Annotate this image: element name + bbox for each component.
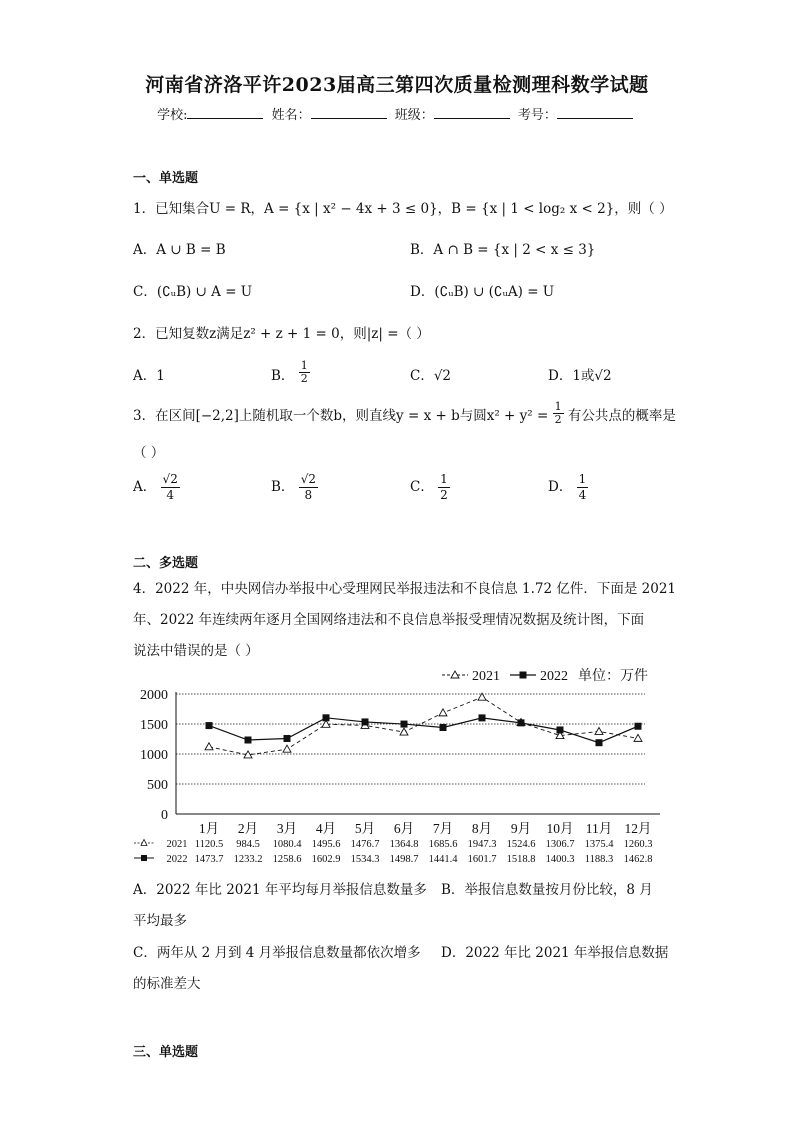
fraction-numerator: 1: [300, 359, 308, 372]
data-label: 1495.6: [311, 839, 341, 850]
data-point-2022: [440, 724, 447, 731]
legend-label-2021: 2021: [472, 669, 500, 684]
question-4-option-b-line-1: B．举报信息数量按月份比较，8 月: [441, 882, 653, 898]
question-4-option-c: C．两年从 2 月到 4 月举报信息数量都依次增多: [133, 945, 421, 961]
data-point-2022: [479, 714, 486, 721]
x-tick-label: 3月: [276, 821, 298, 836]
series-line-2022: [209, 718, 638, 743]
school-label: 学校:: [157, 108, 188, 123]
y-tick-label: 0: [161, 808, 168, 823]
data-point-2022: [557, 726, 564, 733]
data-point-2022: [284, 735, 291, 742]
data-label: 1534.3: [350, 854, 380, 865]
question-3-stem-a: 3．在区间[−2,2]上随机取一个数b，则直线y = x + b与圆x² + y² =: [133, 408, 549, 424]
question-4-option-d-line-1: D．2022 年比 2021 年举报信息数据: [441, 945, 669, 961]
exam-number-label: 考号：: [517, 108, 557, 123]
data-point-2022: [635, 723, 642, 730]
question-1-option-d: D．(∁ᵤB) ∪ (∁ᵤA) = U: [410, 284, 555, 300]
data-point-2022: [362, 718, 369, 725]
x-tick-label: 1月: [198, 821, 220, 836]
fraction-numerator: 1: [554, 400, 562, 413]
x-tick-label: 5月: [354, 821, 376, 836]
data-label: 1947.3: [467, 839, 497, 850]
question-4-option-a: A．2022 年比 2021 年平均每月举报信息数量多: [133, 882, 427, 898]
legend-marker-2021: [451, 671, 459, 678]
fraction-denominator: 4: [578, 488, 587, 502]
option-label: C．: [410, 479, 434, 495]
data-point-2021: [400, 728, 408, 735]
fraction-denominator: 4: [166, 488, 174, 502]
x-tick-label: 10月: [546, 821, 574, 836]
option-label: B．: [271, 479, 295, 495]
fraction-numerator: √2: [300, 472, 316, 486]
table-series-label: 2021: [166, 839, 188, 850]
x-tick-label: 9月: [510, 821, 532, 836]
data-label: 1685.6: [428, 839, 458, 850]
fraction-numerator: 1: [440, 472, 448, 486]
data-label: 1306.7: [545, 839, 575, 850]
question-1-stem: 1．已知集合U = R，A = {x | x² − 4x + 3 ≤ 0}，B = {x | 1 < log₂ x < 2}，则（ ）: [133, 201, 673, 217]
data-point-2021: [595, 727, 603, 734]
question-1-option-b: B．A ∩ B = {x | 2 < x ≤ 3}: [410, 242, 596, 258]
section-heading-single-choice-2: 三、单选题: [133, 1045, 199, 1060]
question-4-line-2: 年、2022 年连续两年逐月全国网络违法和不良信息举报受理情况数据及统计图，下面: [133, 612, 645, 628]
data-point-2021: [283, 745, 291, 752]
data-label: 1518.8: [506, 854, 536, 865]
fraction-denominator: 2: [554, 413, 562, 426]
table-legend-marker-2022: [141, 855, 147, 861]
data-point-2022: [323, 714, 330, 721]
question-2-option-d: D．1或√2: [548, 368, 612, 384]
question-3-stem-b: 有公共点的概率是: [567, 408, 676, 424]
data-label: 1462.8: [623, 854, 653, 865]
page-title: 河南省济洛平许2023届高三第四次质量检测理科数学试题: [145, 74, 649, 96]
y-tick-label: 1000: [140, 748, 168, 763]
data-point-2021: [205, 743, 213, 750]
fraction-denominator: 8: [304, 488, 313, 502]
data-label: 984.5: [236, 839, 260, 850]
option-b-label: B．: [271, 368, 295, 384]
question-1-option-a: A．A ∪ B = B: [133, 242, 226, 258]
data-point-2022: [596, 739, 603, 746]
question-4-option-b-line-2: 平均最多: [133, 913, 187, 929]
x-tick-label: 12月: [624, 821, 652, 836]
fraction-numerator: √2: [162, 472, 178, 486]
question-4-option-d-line-2: 的标准差大: [133, 976, 201, 992]
question-2-option-a: A．1: [133, 368, 165, 384]
question-4-line-1: 4．2022 年，中央网信办举报中心受理网民举报违法和不良信息 1.72 亿件．下面是 2021: [133, 581, 677, 597]
section-heading-multi-choice: 二、多选题: [133, 556, 199, 571]
y-tick-label: 2000: [140, 688, 168, 703]
data-label: 1375.4: [584, 839, 614, 850]
data-label: 1080.4: [272, 839, 302, 850]
data-label: 1441.4: [428, 854, 458, 865]
option-label: D．: [548, 479, 573, 495]
table-legend-marker-2021: [141, 840, 147, 846]
fraction-denominator: 2: [300, 372, 308, 385]
data-label: 1473.7: [194, 854, 224, 865]
data-label: 1258.6: [272, 854, 302, 865]
x-tick-label: 4月: [315, 821, 337, 836]
data-label: 1364.8: [389, 839, 419, 850]
x-tick-label: 2月: [237, 821, 259, 836]
question-4-line-3: 说法中错误的是（ ）: [133, 643, 259, 659]
data-label: 1400.3: [545, 854, 575, 865]
data-label: 1188.3: [584, 854, 614, 865]
legend-marker-2022: [520, 672, 527, 679]
unit-label: 单位：万件: [578, 669, 648, 684]
section-heading-single-choice: 一、单选题: [133, 171, 199, 186]
data-point-2022: [206, 722, 213, 729]
question-1-option-c: C．(∁ᵤB) ∪ A = U: [133, 284, 253, 300]
data-label: 1498.7: [389, 854, 419, 865]
x-tick-label: 11月: [585, 821, 613, 836]
question-3-stem-c: （ ）: [133, 445, 165, 461]
data-label: 1476.7: [350, 839, 380, 850]
y-tick-label: 1500: [140, 718, 168, 733]
class-label: 班级：: [394, 108, 434, 123]
x-tick-label: 7月: [432, 821, 454, 836]
legend-label-2022: 2022: [540, 669, 568, 684]
data-label: 1524.6: [506, 839, 536, 850]
fraction-denominator: 2: [440, 488, 448, 502]
question-2-option-c: C．√2: [410, 368, 452, 384]
table-series-label: 2022: [166, 854, 188, 865]
data-point-2021: [634, 734, 642, 741]
name-label: 姓名：: [271, 108, 311, 123]
x-tick-label: 6月: [393, 821, 415, 836]
data-label: 1601.7: [467, 854, 497, 865]
data-point-2021: [439, 709, 447, 716]
data-label: 1260.3: [623, 839, 653, 850]
question-2-stem: 2．已知复数z满足z² + z + 1 = 0，则|z| =（ ）: [133, 326, 430, 342]
data-point-2022: [245, 737, 252, 744]
data-point-2022: [518, 719, 525, 726]
x-tick-label: 8月: [471, 821, 493, 836]
fraction-numerator: 1: [578, 472, 587, 486]
data-point-2022: [401, 721, 408, 728]
data-label: 1120.5: [194, 839, 224, 850]
y-tick-label: 500: [147, 778, 168, 793]
option-label: A．: [133, 479, 157, 495]
data-label: 1233.2: [233, 854, 263, 865]
data-label: 1602.9: [311, 854, 341, 865]
